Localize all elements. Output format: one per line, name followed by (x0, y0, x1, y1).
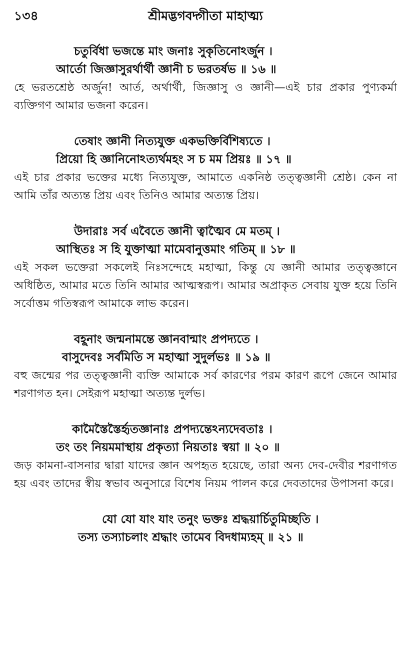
sanskrit-verse (14, 42, 397, 78)
bengali-translation: বহু জন্মের পর তত্ত্বজ্ঞানী ব্যক্তি আমাকে সর্ব কারণের পরম কারণ রূপে জেনে আমার শরণাগত হন। সেইরূপ মহাত্মা অত্যন্ত দুর্লভ। (14, 369, 397, 400)
verse-entry-18 (14, 222, 397, 313)
verse-line-2: আস্থিতঃ স হি যুক্তাত্মা মামেবানুত্তমাং গতিম্ ॥ ১৮ ॥ (56, 242, 296, 256)
sanskrit-verse (14, 330, 397, 366)
running-title: শ্রীমদ্ভগবদ্গীতা মাহাত্ম্য (148, 8, 263, 23)
sanskrit-verse (14, 420, 397, 456)
verse-entry-17 (14, 132, 397, 205)
verse-line-2: তস্য তস্যাচলাং শ্রদ্ধাং তামেব বিদধাম্যহম্ ॥ ২১ ॥ (78, 530, 304, 544)
verse-line-2: আর্তো জিজ্ঞাসুরর্থার্থী জ্ঞানী চ ভরতর্ষভ ॥ ১৬ ॥ (56, 62, 277, 76)
sanskrit-verse (14, 510, 397, 546)
verse-list (14, 42, 397, 546)
bengali-translation: এই চার প্রকার ভক্তের মধ্যে নিত্যযুক্ত, আমাতে একনিষ্ঠ তত্ত্বজ্ঞানী শ্রেষ্ঠ। কেন না আমি তাঁর অত্যন্ত প্রিয় এবং তিনিও আমার অত্যন্ত প্রিয়। (14, 171, 397, 202)
verse-line-1: বহূনাং জন্মনামন্তে জ্ঞানবান্মাং প্রপদ্যতে । (74, 332, 259, 346)
verse-line-2: তং তং নিয়মমাস্থায় প্রকৃত্যা নিয়তাঃ স্বয়া ॥ ২০ ॥ (56, 440, 280, 454)
bengali-translation: জড় কামনা-বাসনার দ্বারা যাদের জ্ঞান অপহৃত হয়েছে, তারা অন্য দেব-দেবীর শরণাগত হয় এবং তাদের স্বীয় স্বভাব অনুসারে বিশেষ নিয়ম পালন করে দেবতাদের উপাসনা করে। (14, 459, 397, 490)
verse-entry-20 (14, 420, 397, 493)
verse-line-1: কামৈস্তৈস্তৈর্হৃতজ্ঞানাঃ প্রপদ্যন্তেঽন্যদেবতাঃ । (72, 422, 273, 436)
verse-line-1: যো যো যাং যাং তনুং ভক্তঃ শ্রদ্ধয়ার্চিতুমিচ্ছতি । (102, 512, 319, 526)
bengali-translation: এই সকল ভক্তেরা সকলেই নিঃসন্দেহে মহাত্মা, কিন্তু যে জ্ঞানী আমার তত্ত্বজ্ঞানে অধিষ্ঠিত, আমার মতে তিনি আমার আত্মস্বরূপ। আমার অপ্রাকৃত সেবায় যুক্ত হয়ে তিনি সর্বোত্তম গতিস্বরূপ আমাকে লাভ করেন। (14, 261, 397, 310)
verse-line-1: তেষাং জ্ঞানী নিত্যযুক্ত একভক্তির্বিশিষ্যতে । (74, 134, 271, 148)
verse-line-1: উদারাঃ সর্ব এবৈতে জ্ঞানী ত্বাত্মৈব মে মতম্ । (74, 224, 280, 238)
verse-entry-19 (14, 330, 397, 403)
page-number: ১৩৪ (14, 8, 39, 23)
sanskrit-verse (14, 132, 397, 168)
verse-line-2: বাসুদেবঃ সর্বমিতি স মহাত্মা সুদুর্লভঃ ॥ ১৯ ॥ (62, 350, 271, 364)
verse-entry-21 (14, 510, 397, 546)
verse-line-2: প্রিয়ো হি জ্ঞানিনোঽত্যর্থমহং স চ মম প্রিয়ঃ ॥ ১৭ ॥ (56, 152, 292, 166)
bengali-translation: হে ভরতশ্রেষ্ঠ অর্জুন! আর্ত, অর্থার্থী, জিজ্ঞাসু ও জ্ঞানী—এই চার প্রকার পুণ্যকর্মা ব্যক্তিগণ আমার ভজনা করেন। (14, 81, 397, 112)
sanskrit-verse (14, 222, 397, 258)
page-header (14, 6, 397, 28)
verse-entry-16 (14, 42, 397, 115)
verse-line-1: চতুর্বিধা ভজন্তে মাং জনাঃ সুকৃতিনোঽর্জুন । (74, 44, 273, 58)
